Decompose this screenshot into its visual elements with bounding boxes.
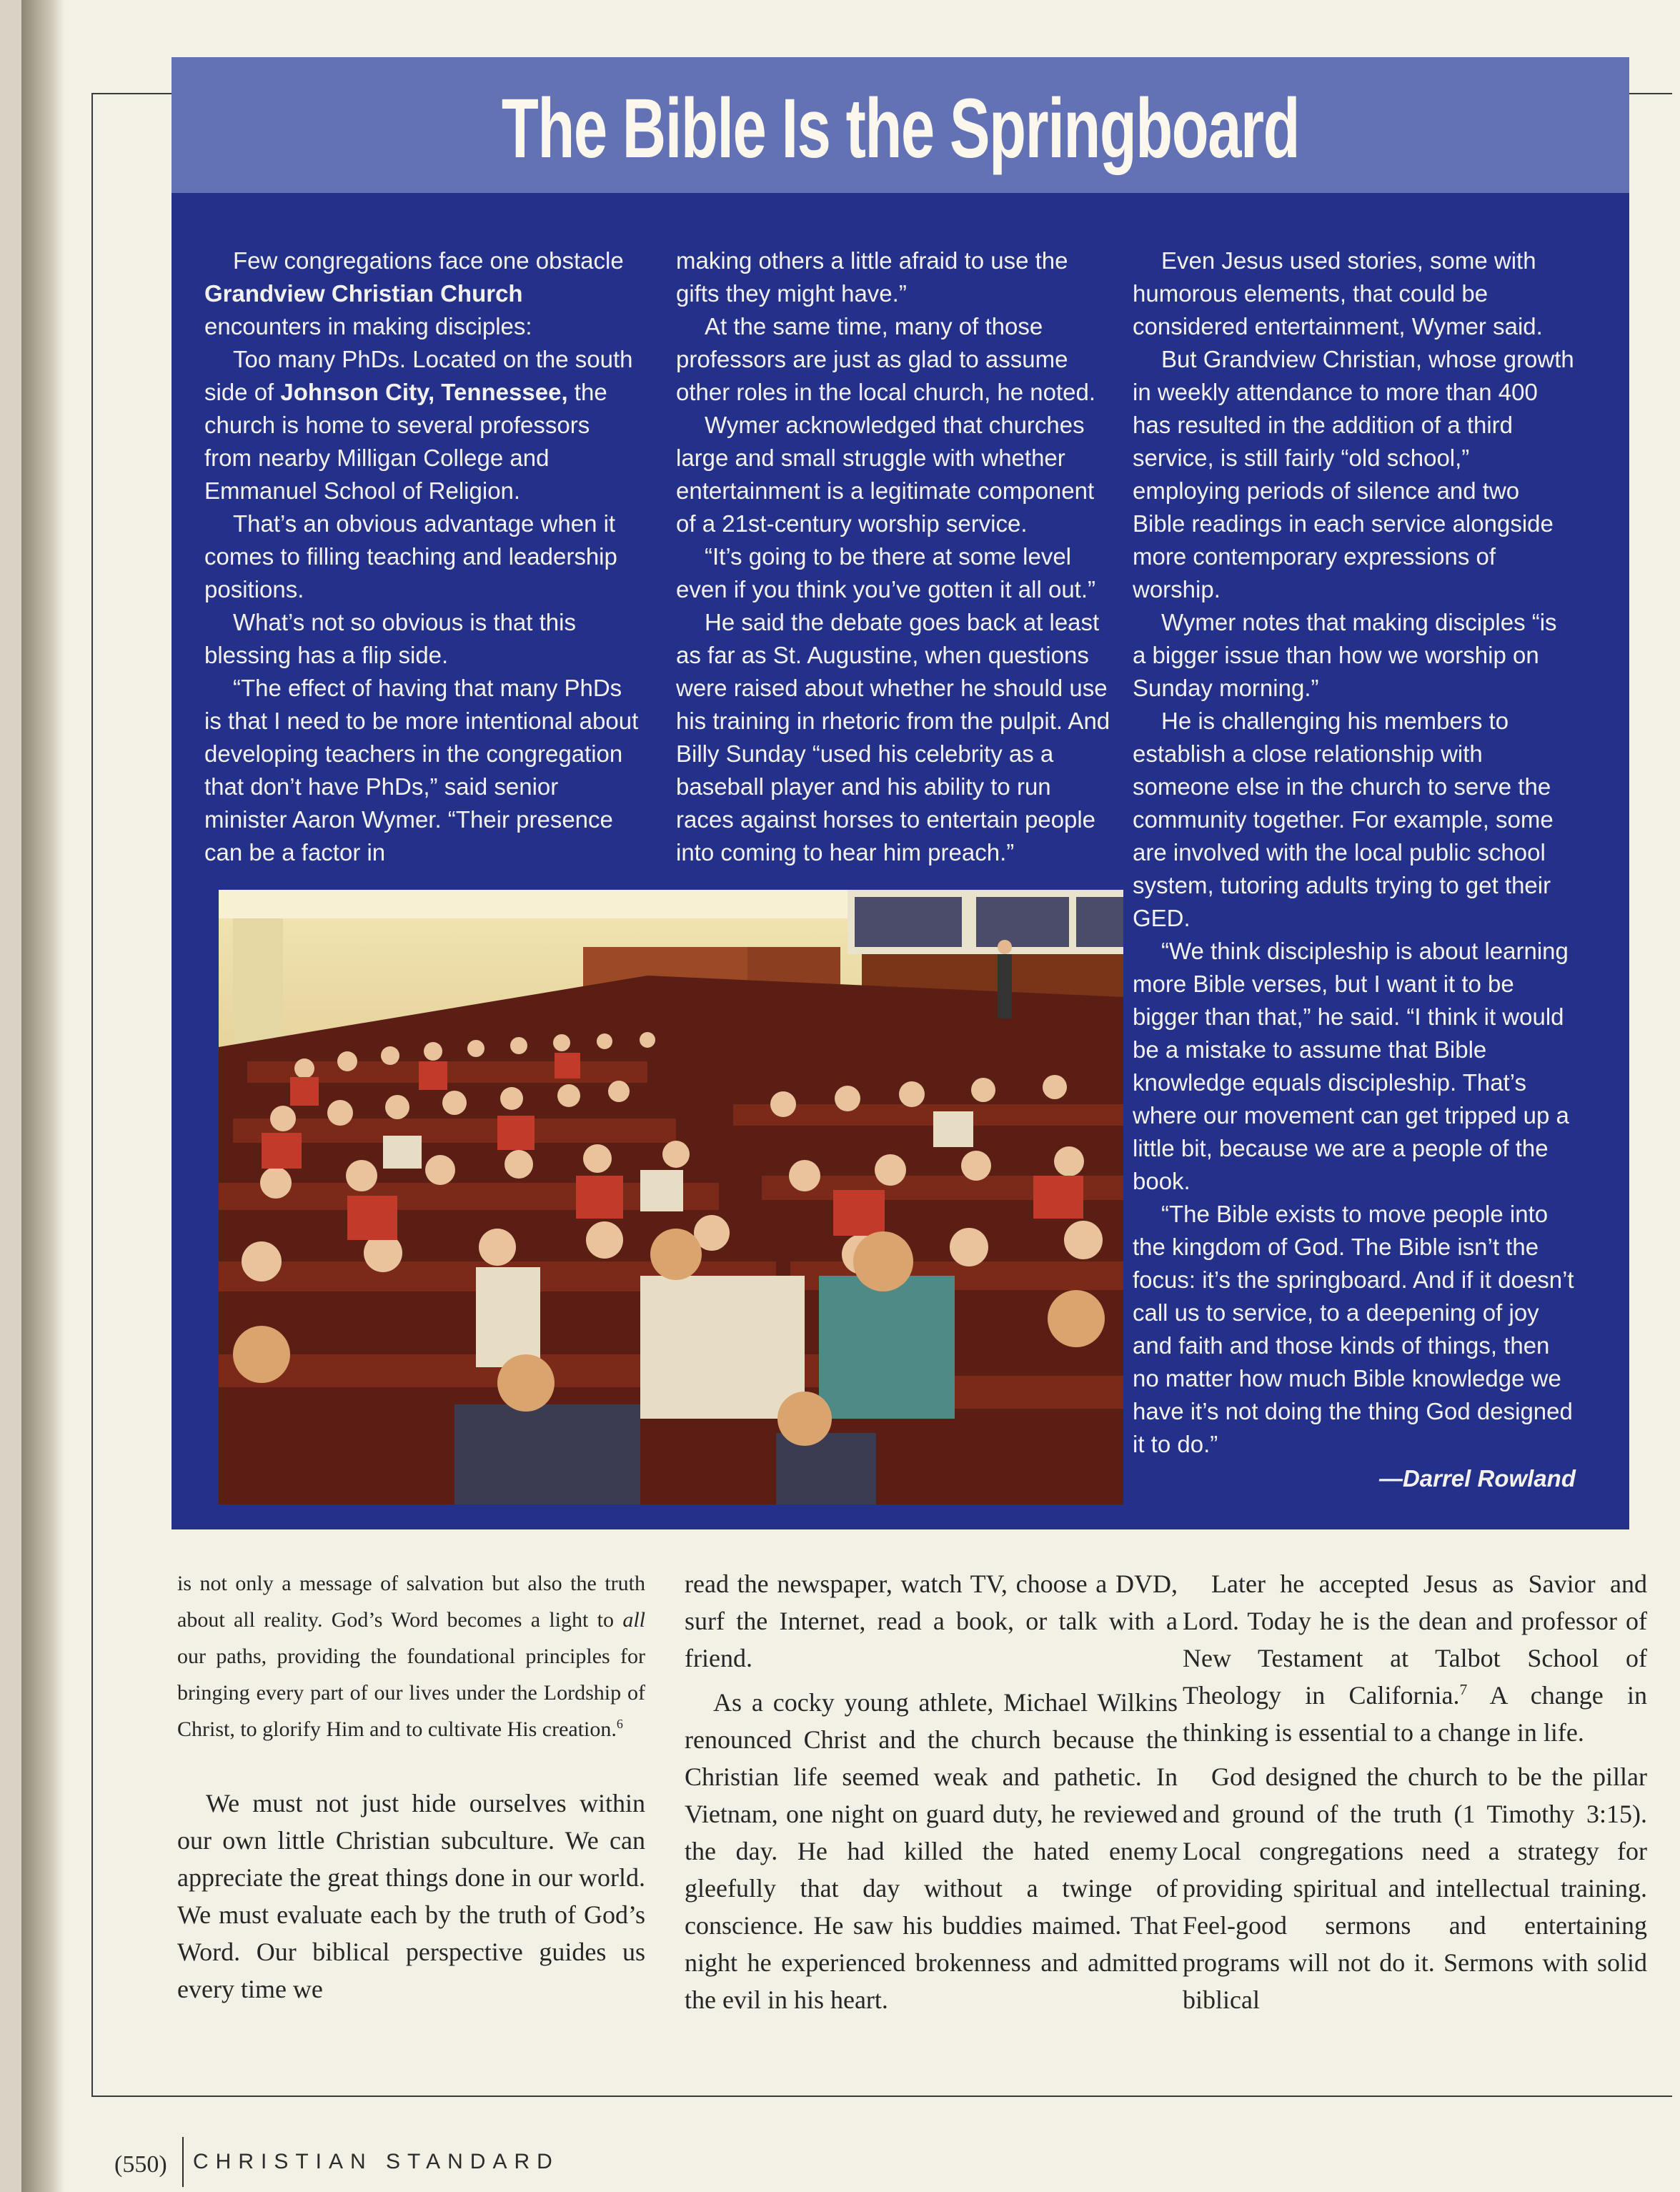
body-column-1: [177, 1565, 645, 2008]
body-paragraph: read the newspaper, watch TV, choose a DVD, surf the Internet, read a book, or talk with a friend.: [685, 1569, 1178, 1672]
sidebar-column-1: [204, 244, 640, 869]
magazine-name: CHRISTIAN STANDARD: [193, 2150, 560, 2173]
sidebar-byline: —Darrel Rowland: [1378, 1465, 1576, 1492]
body-paragraph: is not only a message of salvation but also the truth about all reality. God’s Word becomes a light to all our paths, providing the foundational principles for bringing every part of our lives under the Lordship of Christ, to glorify Him and to cultivate His creation.$^6$: [177, 1572, 645, 1741]
sidebar-paragraph: He is challenging his members to establish a close relationship with someone else in the church to serve the community together. For example, some are involved with the local public school system, tutoring adults trying to get their GED.: [1133, 708, 1554, 931]
sidebar-paragraph: Too many PhDs. Located on the south side of Johnson City, Tennessee, the church is home to several professors from nearby Milligan College and Emmanuel School of Religion.: [204, 346, 633, 504]
sidebar-paragraph: That’s an obvious advantage when it comes to filling teaching and leadership positions.: [204, 510, 617, 602]
sidebar-paragraph: Wymer acknowledged that churches large and small struggle with whether entertainment is a legitimate component of a 21st-century worship service.: [676, 412, 1095, 537]
sidebar-paragraph: He said the debate goes back at least as far as St. Augustine, when questions were raised about whether he should use his training in rhetoric from the pulpit. And Billy Sunday “used his celebrity as a baseball player and his ability to run races against horses to entertain people into coming to hear him preach.”: [676, 609, 1110, 866]
sidebar-paragraph: “We think discipleship is about learning more Bible verses, but I want it to be bigger than that,” he said. “I think it would be a mistake to assume that Bible knowledge equals discipleship. That’s where our movement can get tripped up a little bit, because we are a people of the book.: [1133, 938, 1569, 1194]
sidebar-column-3: [1133, 244, 1576, 1495]
sidebar-paragraph: Even Jesus used stories, some with humorous elements, that could be considered entertainment, Wymer said.: [1133, 247, 1543, 339]
sidebar-paragraph: What’s not so obvious is that this blessing has a flip side.: [204, 609, 576, 668]
sidebar-box: [172, 57, 1629, 1529]
church-congregation-photo: [219, 890, 1123, 1504]
emphasis-all: all: [622, 1608, 645, 1632]
body-paragraph: Later he accepted Jesus as Savior and Lord. Today he is the dean and professor of New Testament at Talbot School of Theology in California.$^7$ A change in thinking is essential to a change in life.: [1183, 1569, 1647, 1747]
footnote-ref-6: 6: [616, 1717, 623, 1731]
sidebar-paragraph: But Grandview Christian, whose growth in weekly attendance to more than 400 has resulted in the addition of a third service, is still fairly “old school,” employing periods of silence and two Bible readings in each service alongside more contemporary expressions of worship.: [1133, 346, 1574, 602]
body-paragraph: We must not just hide ourselves within our own little Christian subculture. We can appreciate the great things done in our world. We must evaluate each by the truth of God’s Word. Our biblical perspective guides us every time we: [177, 1789, 645, 2003]
sidebar-column-2: [676, 244, 1112, 869]
footer-divider: [182, 2137, 184, 2187]
sidebar-title: The Bible Is the Springboard: [501, 81, 1300, 176]
sidebar-paragraph: making others a little afraid to use the gifts they might have.”: [676, 247, 1068, 307]
body-paragraph: God designed the church to be the pillar and ground of the truth (1 Timothy 3:15). Local congregations need a strategy for providing spiritual and intellectual training. Feel-good sermons and entertaining programs will not do it. Sermons with solid biblical: [1183, 1762, 1647, 2014]
sidebar-paragraph: Wymer notes that making disciples “is a bigger issue than how we worship on Sunday morning.”: [1133, 609, 1557, 701]
body-paragraph: As a cocky young athlete, Michael Wilkins renounced Christ and the church because the Christian life seemed weak and pathetic. In Vietnam, one night on guard duty, he reviewed the day. He had killed the hated enemy gleefully that day without a twinge of conscience. He saw his buddies maimed. That night he experienced brokenness and admitted the evil in his heart.: [685, 1688, 1178, 2014]
sidebar-paragraph: “The Bible exists to move people into the kingdom of God. The Bible isn’t the focus: it’s the springboard. And if it doesn’t call us to service, to a deepening of joy and faith and those kinds of things, then no matter how much Bible knowledge we have it’s not doing the thing God designed it to do.”: [1133, 1201, 1574, 1457]
page-number: (550): [114, 2151, 167, 2178]
body-column-2: [685, 1565, 1178, 2018]
sidebar-paragraph: Few congregations face one obstacle Grandview Christian Church encounters in making disciples:: [204, 247, 624, 339]
sidebar-paragraph: “The effect of having that many PhDs is that I need to be more intentional about developing teachers in the congregation that don’t have PhDs,” said senior minister Aaron Wymer. “Their presence can be a factor in: [204, 675, 639, 866]
footnote-ref-7: 7: [1459, 1681, 1468, 1698]
body-column-3: [1183, 1565, 1647, 2018]
sidebar-paragraph: “It’s going to be there at some level even if you think you’ve gotten it all out.”: [676, 543, 1096, 602]
page-gutter-shadow: [21, 0, 64, 2192]
sidebar-paragraph: At the same time, many of those professors are just as glad to assume other roles in the local church, he noted.: [676, 313, 1096, 405]
